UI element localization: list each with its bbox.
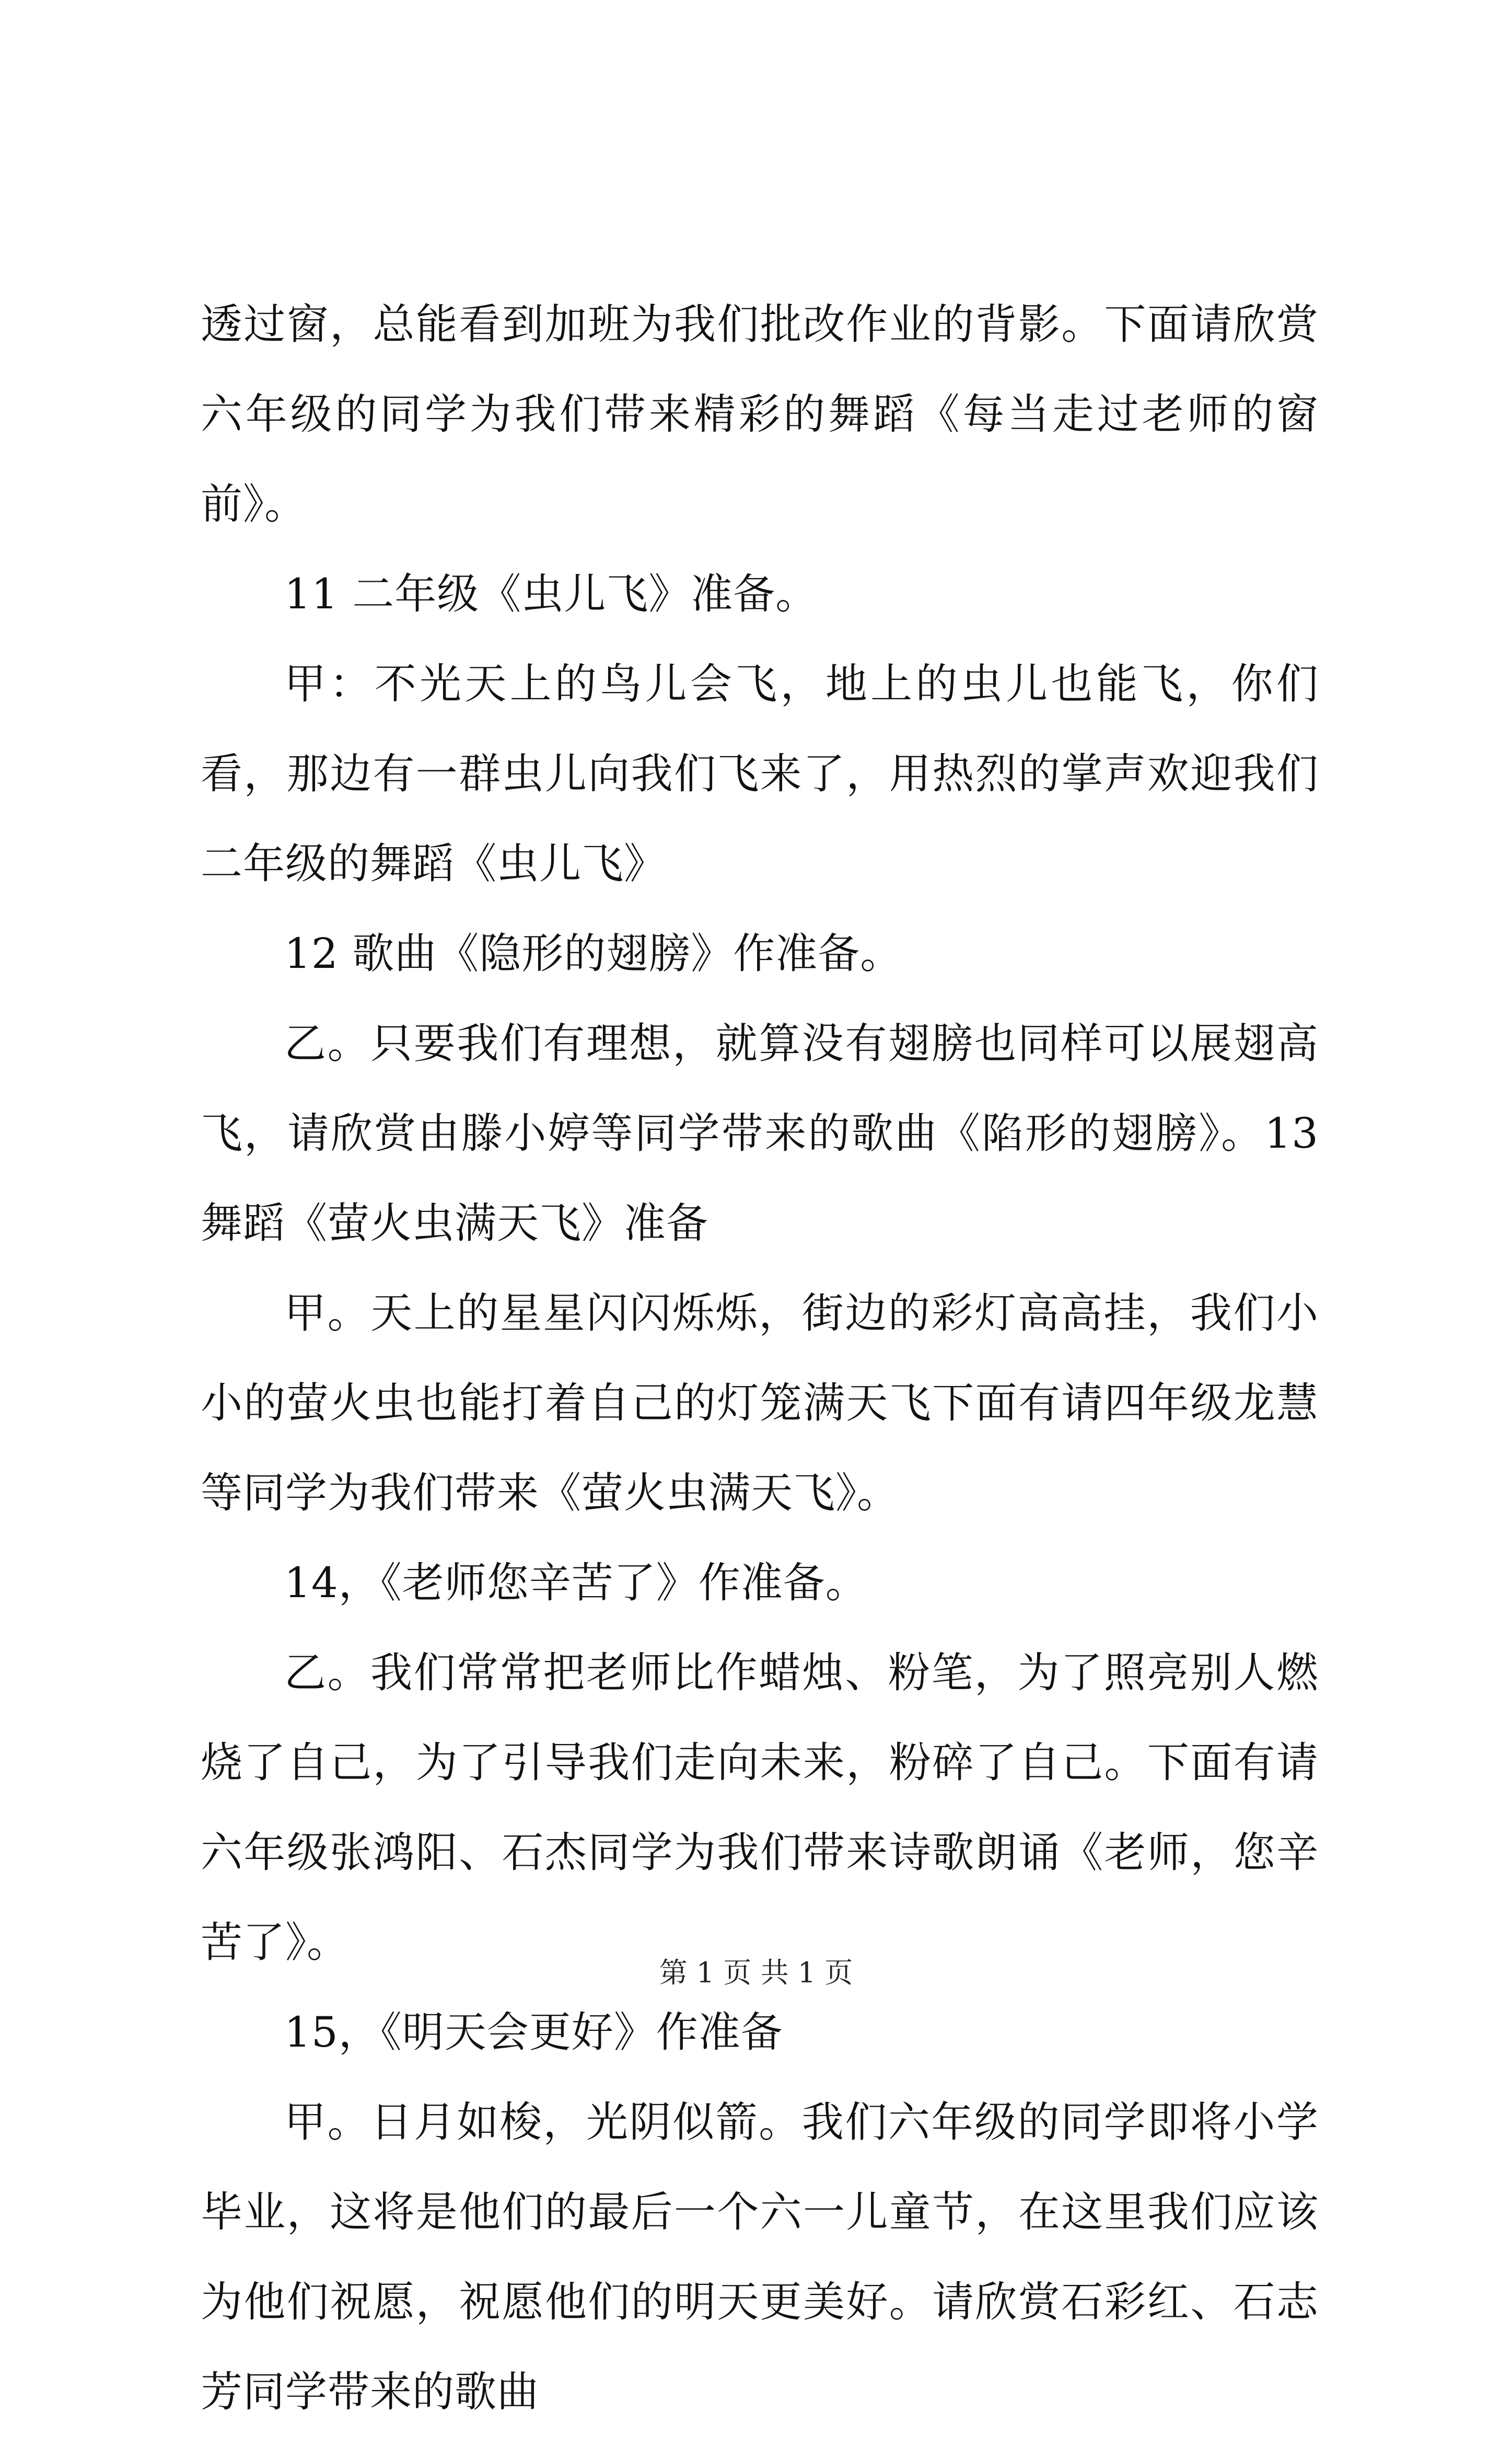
paragraph: 甲。天上的星星闪闪烁烁，街边的彩灯高高挂，我们小小的萤火虫也能打着自己的灯笼满天飞下面有请四年级龙慧等同学为我们带来《萤火虫满天飞》。 bbox=[201, 1289, 1319, 1517]
document-body bbox=[201, 280, 1333, 2437]
page-footer bbox=[0, 1952, 1512, 1994]
paragraph: 甲。日月如梭，光阴似箭。我们六年级的同学即将小学毕业，这将是他们的最后一个六一儿童节，在这里我们应该为他们祝愿，祝愿他们的明天更美好。请欣赏石彩红、石志芳同学带来的歌曲 bbox=[201, 2098, 1319, 2416]
paragraph: 11 二年级《虫儿飞》准备。 bbox=[284, 570, 818, 618]
paragraph: 12 歌曲《隐形的翅膀》作准备。 bbox=[284, 929, 903, 978]
paragraph: 15，《明天会更好》作准备 bbox=[284, 2008, 783, 2057]
paragraph: 甲：不光天上的鸟儿会飞，地上的虫儿也能飞，你们看，那边有一群虫儿向我们飞来了，用热烈的掌声欢迎我们二年级的舞蹈《虫儿飞》 bbox=[201, 660, 1319, 888]
paragraph: 14，《老师您辛苦了》作准备。 bbox=[284, 1558, 868, 1607]
paragraph: 透过窗，总能看到加班为我们批改作业的背影。下面请欣赏六年级的同学为我们带来精彩的舞蹈《每当走过老师的窗前》。 bbox=[201, 300, 1319, 528]
paragraph: 乙。我们常常把老师比作蜡烛、粉笔，为了照亮别人燃烧了自己，为了引导我们走向未来，粉碎了自己。下面有请六年级张鸿阳、石杰同学为我们带来诗歌朗诵《老师，您辛苦了》。 bbox=[201, 1648, 1319, 1967]
paragraph: 乙。只要我们有理想，就算没有翅膀也同样可以展翅高飞，请欣赏由滕小婷等同学带来的歌曲《陷形的翅膀》。13 舞蹈《萤火虫满天飞》准备 bbox=[201, 1019, 1333, 1248]
page-number-label: 第 1 页 共 1 页 bbox=[659, 1956, 853, 1989]
